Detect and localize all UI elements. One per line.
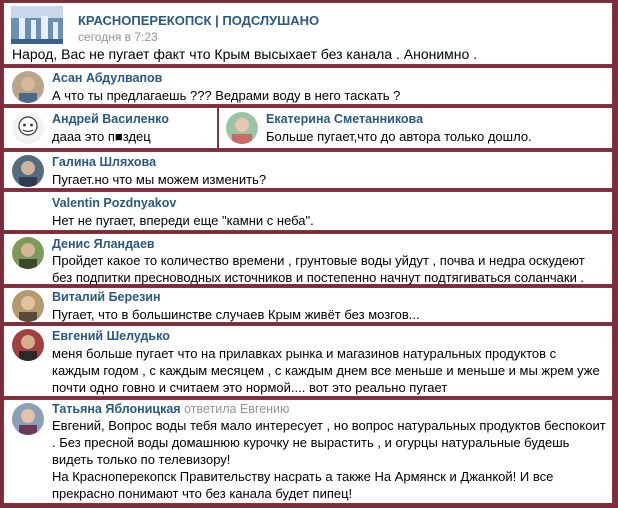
comment: [3, 399, 613, 504]
comment-author[interactable]: Евгений Шелудько: [52, 329, 170, 343]
comment-text: Нет не пугает, впереди еще "камни с неба".: [52, 213, 314, 228]
comment-text-line: каждым годом , с каждым месяцем , с каждым днем все меньше и меньше и мы жрем уже: [52, 363, 600, 378]
comment: [3, 233, 613, 285]
avatar[interactable]: [12, 71, 44, 103]
avatar[interactable]: [12, 290, 44, 322]
comment-text-line: почти одно говно и считаем это нормой.... вот это реально пугает: [52, 380, 448, 395]
comment-text-line: видеть только по телевизору!: [52, 452, 231, 467]
comment-author[interactable]: Valentin Pozdnyakov: [52, 196, 177, 210]
post-time[interactable]: сегодня в 7:23: [78, 30, 158, 44]
comment-text-line: без подпитки пресноводных источников и постепенно начнут подтягиваться соланчаки .: [52, 270, 585, 285]
avatar[interactable]: [12, 329, 44, 361]
group-name[interactable]: КРАСНОПЕРЕКОПСК | ПОДСЛУШАНО: [78, 13, 320, 28]
comment-text-line: . Без пресной воды домашнюю курочку не вырастить , и огурцы натуральные будешь: [52, 435, 570, 450]
comment: [3, 287, 613, 323]
comment-author[interactable]: Андрей Василенко: [52, 112, 169, 126]
comment: [3, 151, 613, 189]
comment: [3, 325, 613, 397]
comment-author[interactable]: Екатерина Сметанникова: [266, 112, 424, 126]
comment-author[interactable]: Галина Шляхова: [52, 155, 157, 169]
comment-text: Больше пугает,что до автора только дошло.: [266, 129, 532, 144]
comment-author[interactable]: [52, 402, 289, 416]
comment-text-line: На Красноперекопск Правительству насрать а также На Армянск и Джанкой! И все: [52, 469, 554, 484]
comment-text-line: Евгений, Вопрос воды тебя мало интересует , но вопрос натуральных продуктов беспокоит: [52, 418, 606, 433]
comment-text-line: прекрасно понимают что без канала будет пипец!: [52, 486, 353, 501]
avatar[interactable]: [12, 403, 44, 435]
author-name[interactable]: Татьяна Яблоницкая: [52, 402, 181, 416]
group-avatar[interactable]: [11, 6, 63, 44]
comment-row-split: [3, 107, 613, 149]
comment-author[interactable]: Асан Абдулвапов: [52, 71, 163, 85]
comment-text: А что ты предлагаешь ??? Ведрами воду в него таскать ?: [52, 88, 401, 103]
comment: [3, 67, 613, 105]
comment-text: Пугает, что в большинстве случаев Крым живёт без мозгов...: [52, 307, 420, 322]
comment-author[interactable]: Денис Яландаев: [52, 237, 155, 251]
comment-text: дааа это п■здец: [52, 129, 151, 144]
post-text: Народ, Вас не пугает факт что Крым высыхает без канала . Анонимно .: [12, 46, 478, 62]
comment-text-line: Пройдет какое то количество времени , грунтовые воды уйдут , почва и недра оскудеют: [52, 253, 585, 268]
avatar[interactable]: [12, 155, 44, 187]
avatar[interactable]: [12, 237, 44, 269]
comment-author[interactable]: Виталий Березин: [52, 290, 161, 304]
reply-label[interactable]: ответила Евгению: [184, 402, 290, 416]
avatar[interactable]: [12, 112, 44, 144]
divider: [217, 108, 219, 148]
comment-text: Пугает.но что мы можем изменить?: [52, 172, 267, 187]
comment-text-line: меня больше пугает что на прилавках рынка и магазинов натуральных продуктов с: [52, 346, 557, 361]
avatar[interactable]: [226, 112, 258, 144]
comment: [3, 191, 613, 231]
post: [3, 2, 613, 65]
